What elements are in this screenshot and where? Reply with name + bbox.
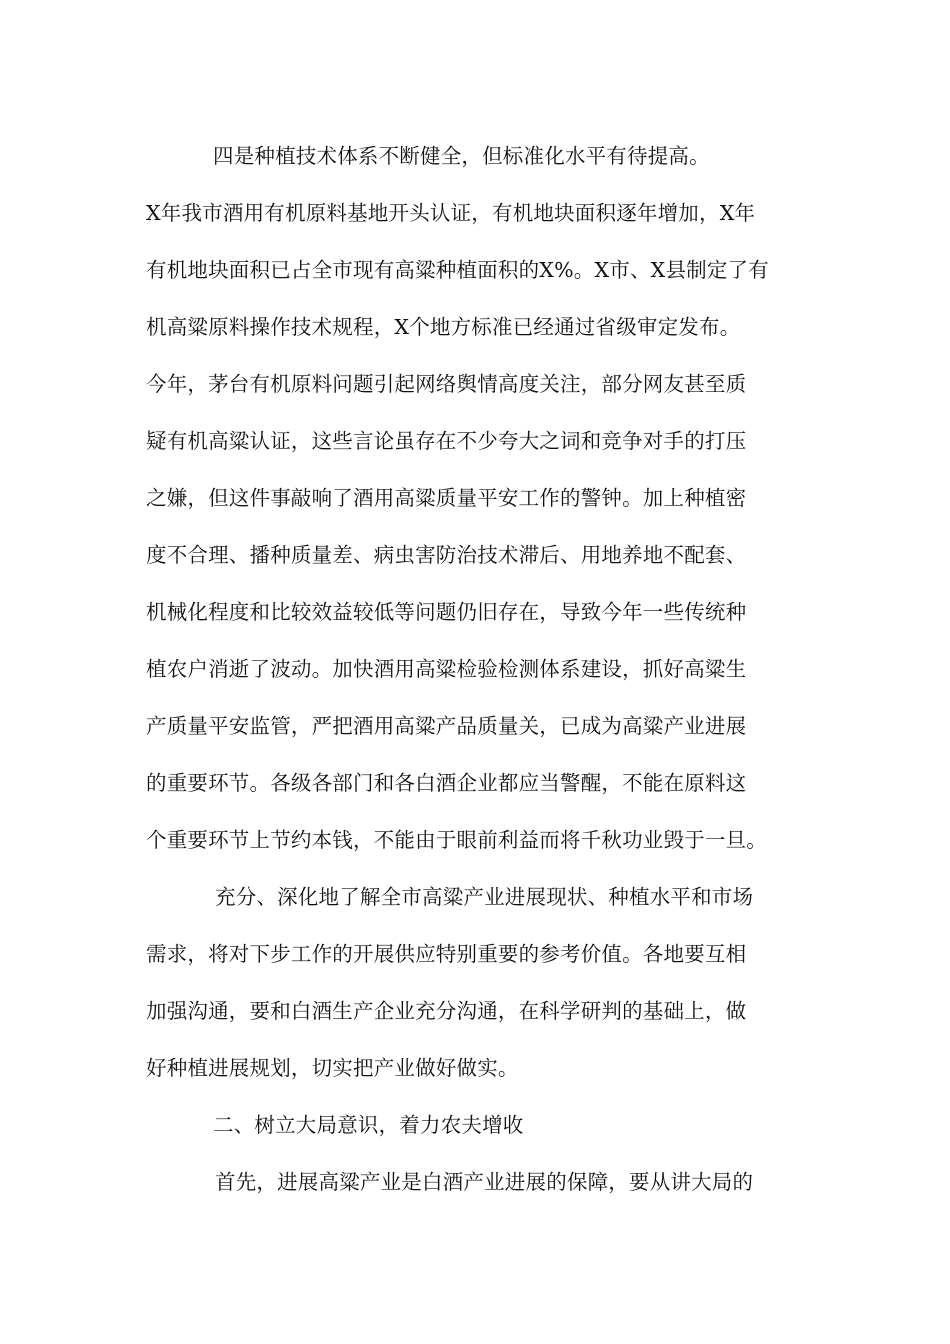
paragraph-2-line-7: 度不合理、播种质量差、病虫害防治技术滞后、用地养地不配套、 [146, 543, 747, 567]
paragraph-1-line-1: 四是种植技术体系不断健全，但标准化水平有待提高。 [213, 144, 710, 168]
paragraph-3-line-4: 好种植进展规划，切实把产业做好做实。 [146, 1056, 519, 1080]
paragraph-2-line-1: X年我市酒用有机原料基地开头认证，有机地块面积逐年增加，X年 [146, 201, 756, 225]
paragraph-3-line-3: 加强沟通，要和白酒生产企业充分沟通，在科学研判的基础上，做 [146, 999, 747, 1023]
paragraph-2-line-8: 机械化程度和比较效益较低等问题仍旧存在，导致今年一些传统种 [146, 600, 747, 624]
document-body [146, 128, 826, 1211]
paragraph-2-line-5: 疑有机高粱认证，这些言论虽存在不少夸大之词和竞争对手的打压 [146, 429, 747, 453]
paragraph-2-line-3: 机高粱原料操作技术规程，X个地方标准已经通过省级审定发布。 [146, 315, 741, 339]
paragraph-3-line-1: 充分、深化地了解全市高粱产业进展现状、种植水平和市场 [215, 885, 754, 909]
paragraph-4-line-1: 首先，进展高粱产业是白酒产业进展的保障，要从讲大局的 [215, 1170, 754, 1194]
paragraph-3-line-2: 需求，将对下步工作的开展供应特别重要的参考价值。各地要互相 [146, 942, 747, 966]
paragraph-2-line-12: 个重要环节上节约本钱，不能由于眼前利益而将千秋功业毁于一旦。 [146, 828, 767, 852]
paragraph-2-line-6: 之嫌，但这件事敲响了酒用高粱质量平安工作的警钟。加上种植密 [146, 486, 747, 510]
paragraph-2-line-4: 今年，茅台有机原料问题引起网络舆情高度关注，部分网友甚至质 [146, 372, 747, 396]
paragraph-2-line-11: 的重要环节。各级各部门和各白酒企业都应当警醒，不能在原料这 [146, 771, 747, 795]
section-heading: 二、树立大局意识，着力农夫增收 [213, 1113, 524, 1137]
paragraph-2-line-10: 产质量平安监管，严把酒用高粱产品质量关，已成为高粱产业进展 [146, 714, 747, 738]
paragraph-2-line-2: 有机地块面积已占全市现有高粱种植面积的X%。X市、X县制定了有 [146, 258, 769, 282]
paragraph-2-line-9: 植农户消逝了波动。加快酒用高粱检验检测体系建设，抓好高粱生 [146, 657, 747, 681]
